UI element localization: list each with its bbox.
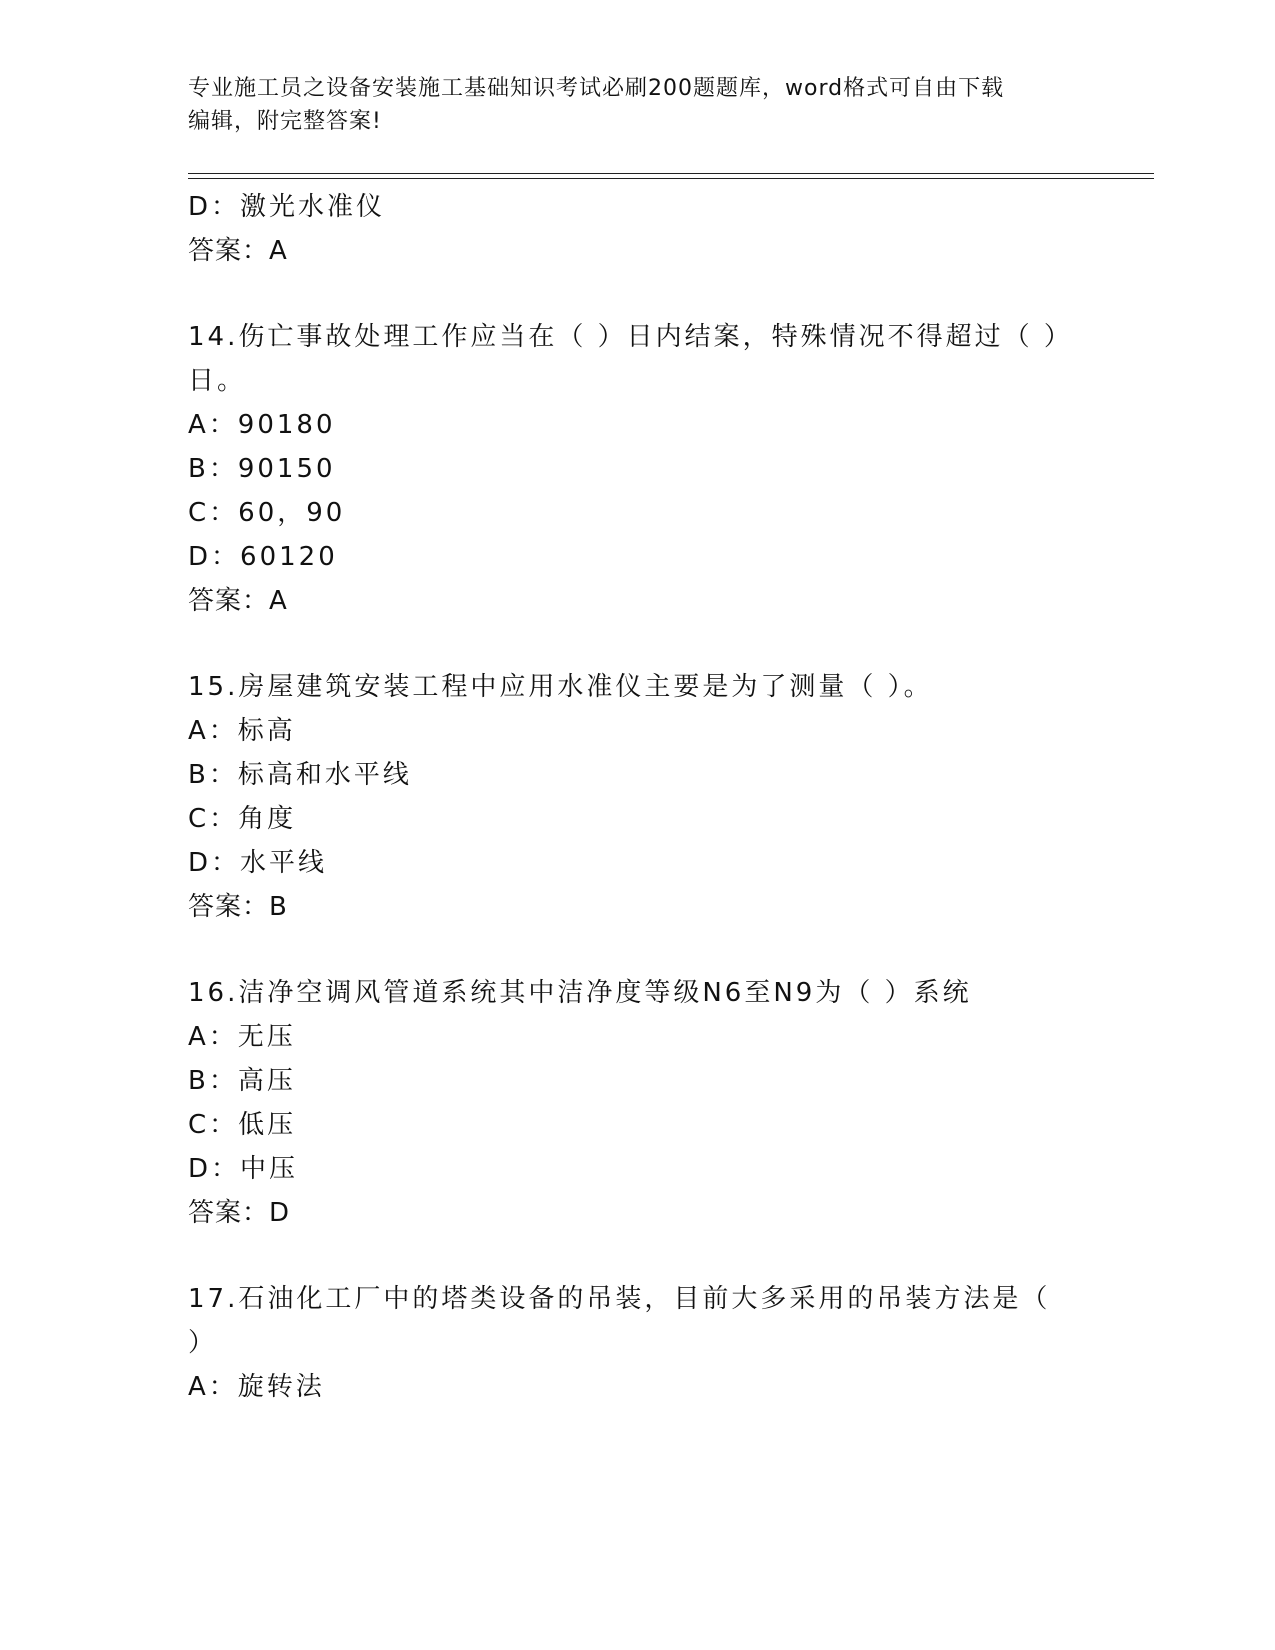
q14-answer: 答案：A <box>188 586 288 616</box>
q17-stem-line-1: 17.石油化工厂中的塔类设备的吊装，目前大多采用的吊装方法是（ <box>188 1284 1051 1314</box>
q16-stem: 16.洁净空调风管道系统其中洁净度等级N6至N9为（ ）系统 <box>188 978 972 1008</box>
q15-option-c: C：角度 <box>188 804 297 834</box>
q17-stem-line-2: ） <box>188 1328 218 1358</box>
q14-option-c: C：60，90 <box>188 498 346 528</box>
q15-option-a: A：标高 <box>188 716 296 746</box>
q15-option-b: B：标高和水平线 <box>188 760 412 790</box>
q14-option-d: D：60120 <box>188 542 338 572</box>
q17-option-a: A：旋转法 <box>188 1372 325 1402</box>
header-divider-bottom <box>188 178 1154 179</box>
document-header <box>188 72 1088 138</box>
q14-option-b: B：90150 <box>188 454 336 484</box>
q16-option-d: D：中压 <box>188 1154 299 1184</box>
prev-answer: 答案：A <box>188 236 288 266</box>
q14-stem-line-1: 14.伤亡事故处理工作应当在（ ）日内结案，特殊情况不得超过（ ） <box>188 322 1073 352</box>
q16-option-a: A：无压 <box>188 1022 296 1052</box>
q15-stem: 15.房屋建筑安装工程中应用水准仪主要是为了测量（ ）。 <box>188 672 933 702</box>
q15-answer: 答案：B <box>188 892 288 922</box>
q16-answer: 答案：D <box>188 1198 291 1228</box>
q14-option-a: A：90180 <box>188 410 336 440</box>
header-divider-top <box>188 173 1154 174</box>
q14-stem-line-2: 日。 <box>188 366 247 396</box>
q16-option-c: C：低压 <box>188 1110 297 1140</box>
header-title-line-1: 专业施工员之设备安装施工基础知识考试必刷200题题库，word格式可自由下载 <box>188 76 1005 101</box>
prev-option-d: D：激光水准仪 <box>188 192 386 222</box>
q15-option-d: D：水平线 <box>188 848 328 878</box>
header-title-line-2: 编辑，附完整答案! <box>188 109 382 134</box>
q16-option-b: B：高压 <box>188 1066 296 1096</box>
